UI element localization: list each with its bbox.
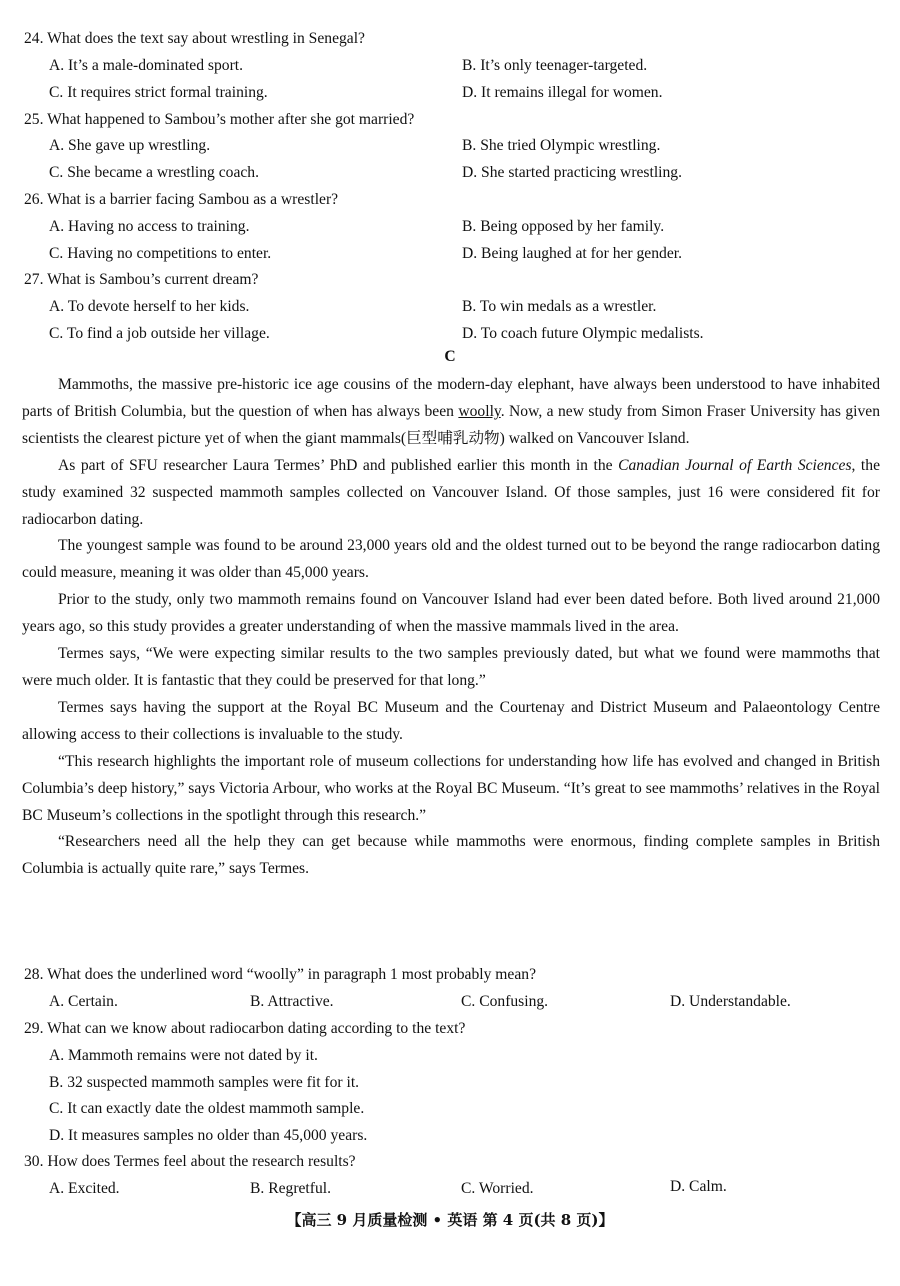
question-26-option-a: A. Having no access to training.: [49, 218, 250, 235]
question-28-option-b: B. Attractive.: [250, 993, 334, 1010]
section-heading-c: C: [444, 348, 456, 365]
question-30-option-b: B. Regretful.: [250, 1180, 331, 1197]
question-30-stem: 30. How does Termes feel about the research results?: [24, 1153, 356, 1170]
question-26-option-c: C. Having no competitions to enter.: [49, 245, 272, 262]
question-24-option-c: C. It requires strict formal training.: [49, 84, 268, 101]
question-28-stem: 28. What does the underlined word “woolly” in paragraph 1 most probably mean?: [24, 966, 536, 983]
question-25-option-c: C. She became a wrestling coach.: [49, 164, 260, 181]
question-27-option-a: A. To devote herself to her kids.: [49, 298, 250, 315]
paragraph-1-text-end: . Now, a new study from Simon Fraser University has given scientists the clearest picture yet of when the giant mammals(巨型哺乳动物) walked on Vancouver Island.: [22, 402, 880, 447]
passage-paragraph-5: Termes says, “We were expecting similar results to the two samples previously dated, but what we found were mammoths that were much older. It is fantastic that they could be preserved for that long.”: [22, 645, 880, 689]
question-30-option-c: C. Worried.: [461, 1180, 534, 1197]
question-26-stem: 26. What is a barrier facing Sambou as a wrestler?: [24, 191, 339, 208]
paragraph-2-text-end: , the study examined 32 suspected mammoth samples collected on Vancouver Island. Of those samples, just 16 were considered fit for radiocarbon dating.: [22, 456, 880, 528]
passage-paragraph-8: “Researchers need all the help they can get because while mammoths were enormous, finding complete samples in British Columbia is actually quite rare,” says Termes.: [22, 833, 880, 878]
question-25-option-d: D. She started practicing wrestling.: [462, 164, 682, 181]
passage-paragraph-2: [22, 453, 880, 534]
question-27-option-b: B. To win medals as a wrestler.: [462, 298, 657, 315]
paragraph-2-text-start: As part of SFU researcher Laura Termes’ PhD and published earlier this month in the: [58, 456, 619, 474]
question-24-option-b: B. It’s only teenager-targeted.: [462, 57, 648, 74]
question-30-option-d: D. Calm.: [670, 1178, 727, 1195]
question-25-stem: 25. What happened to Sambou’s mother after she got married?: [24, 111, 415, 128]
question-28-option-c: C. Confusing.: [461, 993, 549, 1010]
underlined-word: woolly: [458, 402, 501, 420]
passage-paragraph-1: [22, 372, 880, 453]
question-26-option-d: D. Being laughed at for her gender.: [462, 245, 682, 262]
question-25-option-a: A. She gave up wrestling.: [49, 137, 211, 154]
passage-paragraph-7: “This research highlights the important role of museum collections for understanding how life has evolved and changed in British Columbia’s deep history,” says Victoria Arbour, who works at the Royal BC Museum. “It’s great to see mammoths’ relatives in the Royal BC Museum’s collections in the spotlight through this research.”: [22, 752, 880, 824]
passage-paragraph-3: The youngest sample was found to be around 23,000 years old and the oldest turned out to be beyond the range radiocarbon dating could measure, meaning it was older than 45,000 years.: [22, 537, 880, 582]
question-27-option-d: D. To coach future Olympic medalists.: [462, 325, 704, 342]
question-26-option-b: B. Being opposed by her family.: [462, 218, 665, 235]
question-28-option-d: D. Understandable.: [670, 993, 791, 1010]
question-24-option-d: D. It remains illegal for women.: [462, 84, 663, 101]
question-24-stem: 24. What does the text say about wrestling in Senegal?: [24, 30, 365, 47]
question-27-option-c: C. To find a job outside her village.: [49, 325, 270, 342]
question-30-option-a: A. Excited.: [49, 1180, 120, 1197]
question-29-option-a: A. Mammoth remains were not dated by it.: [49, 1047, 318, 1064]
paragraph-1-text-start: Mammoths, the massive pre-historic ice age cousins of the modern-day elephant, have always been understood to have inhabited parts of British Columbia, but the question of when has always been: [22, 376, 880, 420]
question-28-option-a: A. Certain.: [49, 993, 118, 1010]
question-24-option-a: A. It’s a male-dominated sport.: [49, 57, 244, 74]
question-29-stem: 29. What can we know about radiocarbon dating according to the text?: [24, 1020, 466, 1037]
question-27-stem: 27. What is Sambou’s current dream?: [24, 271, 259, 288]
passage-paragraph-4: Prior to the study, only two mammoth remains found on Vancouver Island had ever been dated before. Both lived around 21,000 years ago, so this study provides a greater understanding of when the massive mammals lived in the area.: [22, 591, 880, 636]
question-29-option-c: C. It can exactly date the oldest mammoth sample.: [49, 1100, 365, 1117]
page-footer: 【高三 9 月质量检测 • 英语 第 4 页(共 8 页)】: [286, 1211, 614, 1229]
reading-passage: [22, 372, 880, 883]
question-29-option-d: D. It measures samples no older than 45,000 years.: [49, 1127, 368, 1144]
question-29-option-b: B. 32 suspected mammoth samples were fit for it.: [49, 1074, 360, 1091]
question-25-option-b: B. She tried Olympic wrestling.: [462, 137, 661, 154]
journal-title: Canadian Journal of Earth Sciences: [618, 456, 852, 474]
passage-paragraph-6: Termes says having the support at the Royal BC Museum and the Courtenay and District Museum and Palaeontology Centre allowing access to their collections is invaluable to the study.: [22, 698, 880, 743]
